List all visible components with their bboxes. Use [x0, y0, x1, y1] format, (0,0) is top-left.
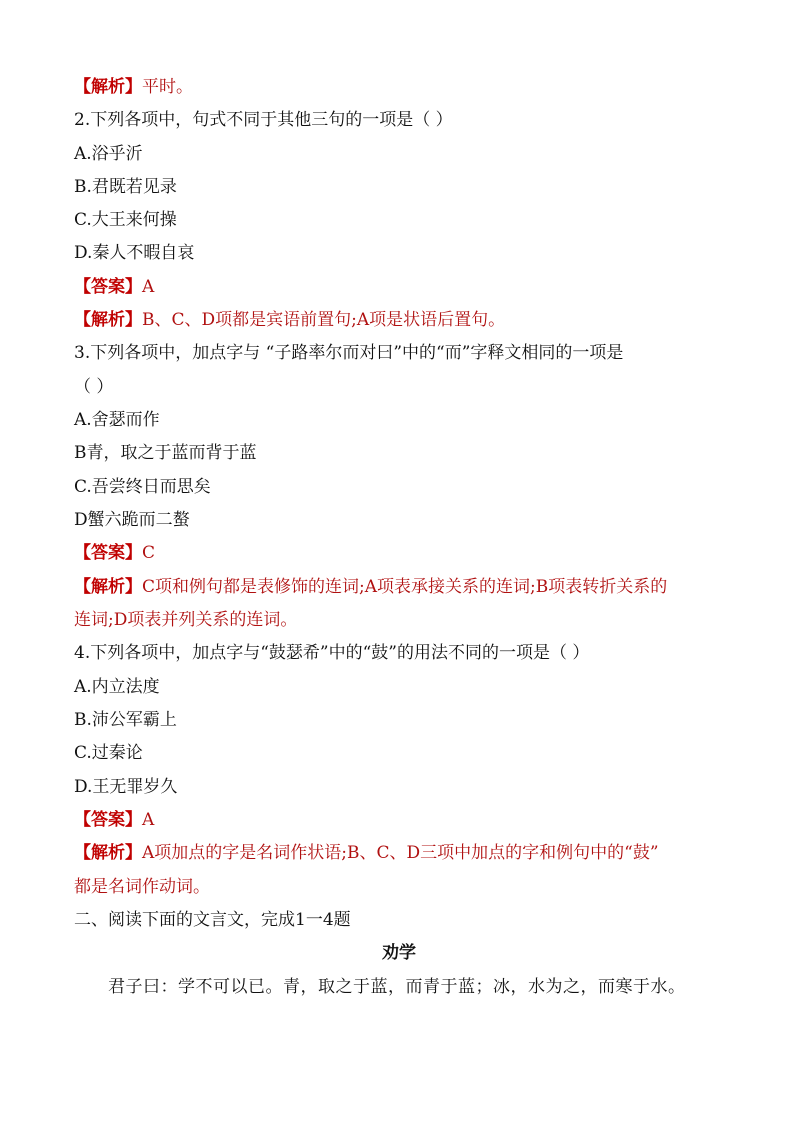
q2-stem: 2.下列各项中，句式不同于其他三句的一项是（ ）	[74, 110, 453, 130]
analysis-tag: 【解析】	[74, 577, 142, 597]
analysis-tag: 【解析】	[74, 843, 142, 863]
q1-analysis-line	[74, 76, 724, 98]
q4-answer-line	[74, 809, 724, 831]
answer-value: C	[142, 543, 156, 563]
q3-option-c: C.吾尝终日而思矣	[74, 477, 211, 497]
analysis-text: B、C、D项都是宾语前置句;A项是状语后置句。	[142, 310, 506, 330]
q2-option-c: C.大王来何操	[74, 210, 177, 230]
section-heading: 二、阅读下面的文言文，完成1一4题	[74, 910, 351, 930]
analysis-tag: 【解析】	[74, 310, 142, 330]
q3-option-a: A.舍瑟而作	[74, 410, 160, 430]
passage-line: 君子曰：学不可以已。青，取之于蓝，而青于蓝；冰，水为之，而寒于水。	[108, 977, 686, 997]
passage-title: 劝学	[382, 943, 416, 963]
analysis-text: A项加点的字是名词作状语;B、C、D三项中加点的字和例句中的“鼓”	[142, 843, 659, 863]
q2-option-a: A.浴乎沂	[74, 144, 143, 164]
q2-analysis-line	[74, 309, 724, 331]
answer-value: A	[142, 277, 155, 297]
q3-stem-line2: （ ）	[74, 377, 114, 397]
q3-analysis-line2: 连词;D项表并列关系的连词。	[74, 610, 298, 630]
answer-tag: 【答案】	[74, 277, 142, 297]
q3-option-b: B青，取之于蓝而背于蓝	[74, 443, 257, 463]
q3-option-d: D蟹六跪而二螯	[74, 510, 190, 530]
q4-option-d: D.王无罪岁久	[74, 777, 178, 797]
q2-option-b: B.君既若见录	[74, 177, 177, 197]
answer-tag: 【答案】	[74, 810, 142, 830]
q4-option-c: C.过秦论	[74, 743, 143, 763]
q3-analysis-line1	[74, 576, 724, 598]
q4-option-a: A.内立法度	[74, 677, 160, 697]
q4-analysis-line1	[74, 842, 724, 864]
answer-value: A	[142, 810, 155, 830]
analysis-text: C项和例句都是表修饰的连词;A项表承接关系的连词;B项表转折关系的	[142, 577, 668, 597]
q4-option-b: B.沛公军霸上	[74, 710, 177, 730]
answer-tag: 【答案】	[74, 543, 142, 563]
analysis-text: 平时。	[142, 77, 193, 97]
q3-stem-line1: 3.下列各项中，加点字与 “子路率尔而对曰”中的“而”字释文相同的一项是	[74, 343, 624, 363]
analysis-tag: 【解析】	[74, 77, 142, 97]
q4-stem: 4.下列各项中，加点字与“鼓瑟希”中的“鼓”的用法不同的一项是（ ）	[74, 643, 590, 663]
q2-option-d: D.秦人不暇自哀	[74, 243, 195, 263]
q2-answer-line	[74, 276, 724, 298]
q3-answer-line	[74, 542, 724, 564]
q4-analysis-line2: 都是名词作动词。	[74, 877, 210, 897]
